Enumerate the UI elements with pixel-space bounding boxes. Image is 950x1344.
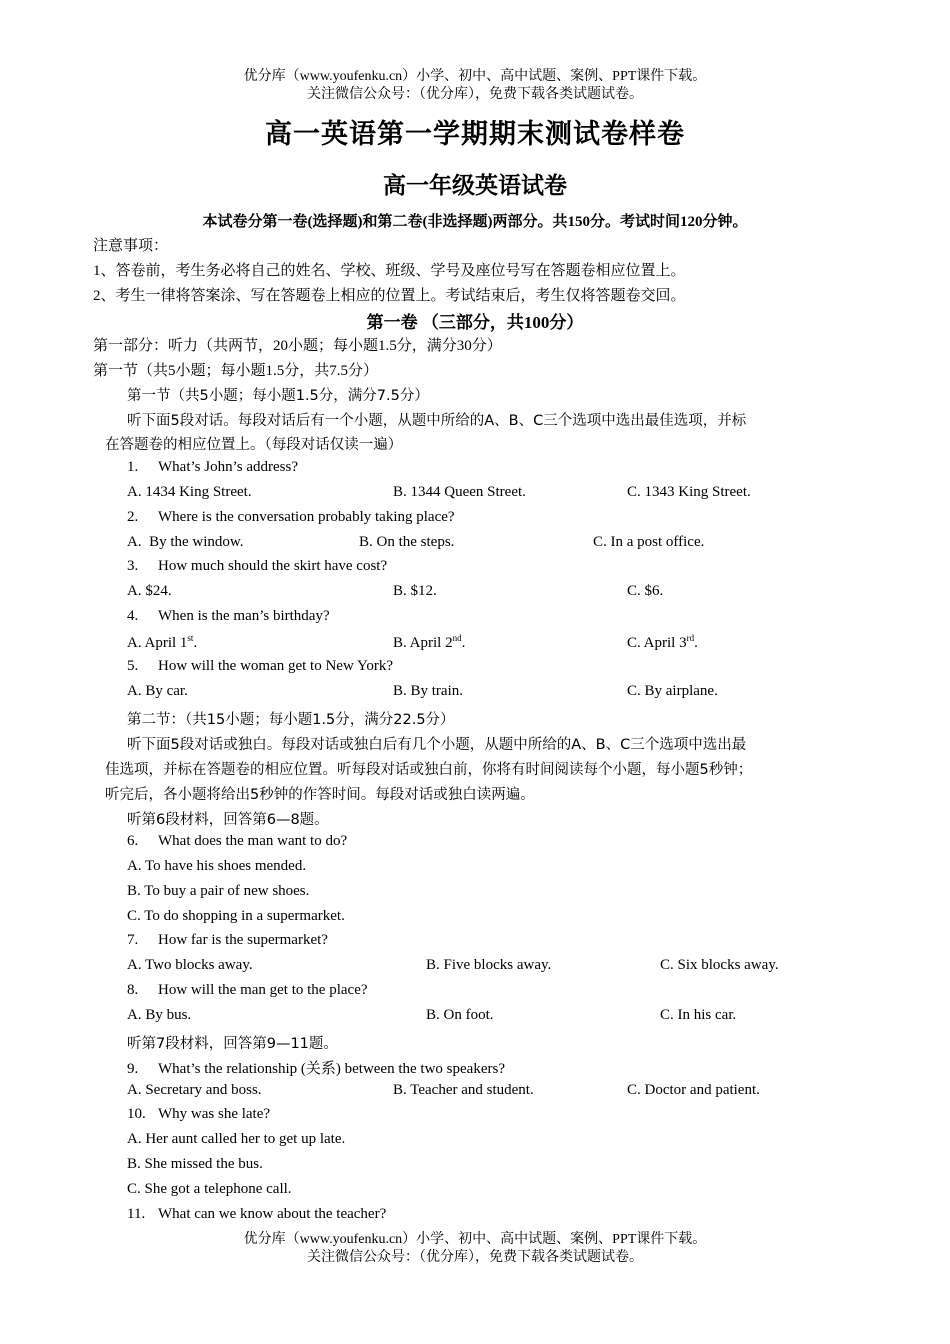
q1-option-a: A. 1434 King Street. xyxy=(127,484,252,500)
question-text: Why was she late? xyxy=(158,1106,271,1122)
question-9 xyxy=(127,1057,505,1078)
question-3 xyxy=(127,558,387,575)
question-number: 11. xyxy=(127,1206,146,1222)
question-text: How far is the supermarket? xyxy=(158,932,328,948)
q2-option-b: B. On the steps. xyxy=(359,534,455,550)
question-text: When is the man’s birthday? xyxy=(158,608,330,624)
q2-option-a: A. By the window. xyxy=(127,534,244,550)
q5-option-b: B. By train. xyxy=(393,683,463,699)
section-1-subheading: 第一节（共5小题；每小题1.5分，满分7.5分） xyxy=(127,388,429,404)
question-5 xyxy=(127,658,393,675)
ordinal-suffix: st xyxy=(187,633,194,643)
option-text: A. April 1 xyxy=(127,635,188,651)
q7-option-a: A. Two blocks away. xyxy=(127,957,253,973)
q1-option-b: B. 1344 Queen Street. xyxy=(393,484,526,500)
q7-option-b: B. Five blocks away. xyxy=(426,957,552,973)
section-2-heading: 第二节：（共15小题；每小题1.5分，满分22.5分） xyxy=(127,712,455,728)
question-text: What can we know about the teacher? xyxy=(158,1206,387,1222)
footer-line-1: 优分库（www.youfenku.cn）小学、初中、高中试题、案例、PPT课件下载。 xyxy=(243,1232,707,1247)
q9-option-b: B. Teacher and student. xyxy=(393,1082,534,1098)
ordinal-suffix: rd xyxy=(686,633,695,643)
question-number: 3. xyxy=(127,558,139,574)
q6-option-a: A. To have his shoes mended. xyxy=(127,858,307,874)
section-1-instruction-b: 在答题卷的相应位置上。（每段对话仅读一遍） xyxy=(105,437,403,453)
question-text: What’s John’s address? xyxy=(158,459,298,475)
question-6 xyxy=(127,833,347,850)
question-number: 4. xyxy=(127,608,139,624)
q4-option-c: C. April 3rd. xyxy=(627,633,698,651)
notice-item-2: 2、考生一律将答案涂、写在答题卷上相应的位置上。考试结束后，考生仅将答题卷交回。 xyxy=(93,288,686,304)
question-7 xyxy=(127,932,328,949)
q3-option-b: B. $12. xyxy=(393,583,437,599)
q5-option-c: C. By airplane. xyxy=(627,683,718,699)
option-text: B. April 2 xyxy=(393,635,453,651)
question-number: 9. xyxy=(127,1061,139,1077)
question-1 xyxy=(127,459,298,476)
question-text: What does the man want to do? xyxy=(158,833,348,849)
ordinal-suffix: nd xyxy=(452,633,462,643)
option-text: C. April 3 xyxy=(627,635,687,651)
header-line-1: 优分库（www.youfenku.cn）小学、初中、高中试题、案例、PPT课件下载。 xyxy=(243,69,707,84)
q4-option-a: A. April 1st. xyxy=(127,633,198,651)
q8-option-b: B. On foot. xyxy=(426,1007,494,1023)
question-number: 6. xyxy=(127,833,139,849)
volume-heading: 第一卷 （三部分，共100分） xyxy=(366,313,584,332)
section-2-instruction-b: 佳选项，并标在答题卷的相应位置。听每段对话或独白前，你将有时间阅读每个小题，每小题5秒钟； xyxy=(105,762,753,778)
question-4 xyxy=(127,608,330,625)
q3-option-c: C. $6. xyxy=(627,583,664,599)
header-line-2: 关注微信公众号：（优分库），免费下载各类试题试卷。 xyxy=(307,87,643,102)
section-1-heading: 第一节（共5小题；每小题1.5分，共7.5分） xyxy=(93,363,379,379)
page-title: 高一英语第一学期期末测试卷样卷 xyxy=(265,119,685,149)
q9-option-c: C. Doctor and patient. xyxy=(627,1082,760,1098)
q1-option-c: C. 1343 King Street. xyxy=(627,484,751,500)
part-heading: 第一部分：听力（共两节，20小题；每小题1.5分，满分30分） xyxy=(93,338,502,354)
q10-option-a: A. Her aunt called her to get up late. xyxy=(127,1131,346,1147)
question-text: How will the man get to the place? xyxy=(158,982,368,998)
q8-option-a: A. By bus. xyxy=(127,1007,192,1023)
question-number: 8. xyxy=(127,982,139,998)
material-7-heading: 听第7段材料，回答第9—11题。 xyxy=(127,1036,338,1052)
question-number: 1. xyxy=(127,459,139,475)
q8-option-c: C. In his car. xyxy=(660,1007,737,1023)
material-6-heading: 听第6段材料，回答第6—8题。 xyxy=(127,812,329,828)
q2-option-c: C. In a post office. xyxy=(593,534,705,550)
question-number: 10. xyxy=(127,1106,146,1122)
question-number: 2. xyxy=(127,509,139,525)
question-number: 5. xyxy=(127,658,139,674)
footer-line-2: 关注微信公众号：（优分库），免费下载各类试题试卷。 xyxy=(307,1250,643,1265)
question-text: How will the woman get to New York? xyxy=(158,658,393,674)
q4-option-b: B. April 2nd. xyxy=(393,633,466,651)
q7-option-c: C. Six blocks away. xyxy=(660,957,779,973)
q10-option-c: C. She got a telephone call. xyxy=(127,1181,292,1197)
question-text: How much should the skirt have cost? xyxy=(158,558,388,574)
notice-item-1: 1、答卷前，考生务必将自己的姓名、学校、班级、学号及座位号写在答题卷相应位置上。 xyxy=(93,263,686,279)
section-2-instruction-c: 听完后，各小题将给出5秒钟的作答时间。每段对话或独白读两遍。 xyxy=(105,787,535,803)
question-11 xyxy=(127,1206,386,1223)
q5-option-a: A. By car. xyxy=(127,683,188,699)
question-2 xyxy=(127,509,455,526)
question-10 xyxy=(127,1106,270,1123)
exam-intro: 本试卷分第一卷(选择题)和第二卷(非选择题)两部分。共150分。考试时间120分钟。 xyxy=(202,214,748,230)
q6-option-c: C. To do shopping in a supermarket. xyxy=(127,908,345,924)
question-text: Where is the conversation probably taking place? xyxy=(158,509,455,525)
question-text: What’s the relationship (关系) between the two speakers? xyxy=(158,1061,505,1077)
q9-option-a: A. Secretary and boss. xyxy=(127,1082,262,1098)
q6-option-b: B. To buy a pair of new shoes. xyxy=(127,883,310,899)
section-1-instruction-a: 听下面5段对话。每段对话后有一个小题，从题中所给的A、B、C三个选项中选出最佳选项，并标 xyxy=(127,413,747,429)
q3-option-a: A. $24. xyxy=(127,583,172,599)
q10-option-b: B. She missed the bus. xyxy=(127,1156,263,1172)
section-2-instruction-a: 听下面5段对话或独白。每段对话或独白后有几个小题，从题中所给的A、B、C三个选项中选出最 xyxy=(127,737,747,753)
notice-heading: 注意事项： xyxy=(93,238,169,254)
question-number: 7. xyxy=(127,932,139,948)
question-8 xyxy=(127,982,368,999)
page-subtitle: 高一年级英语试卷 xyxy=(383,173,567,198)
